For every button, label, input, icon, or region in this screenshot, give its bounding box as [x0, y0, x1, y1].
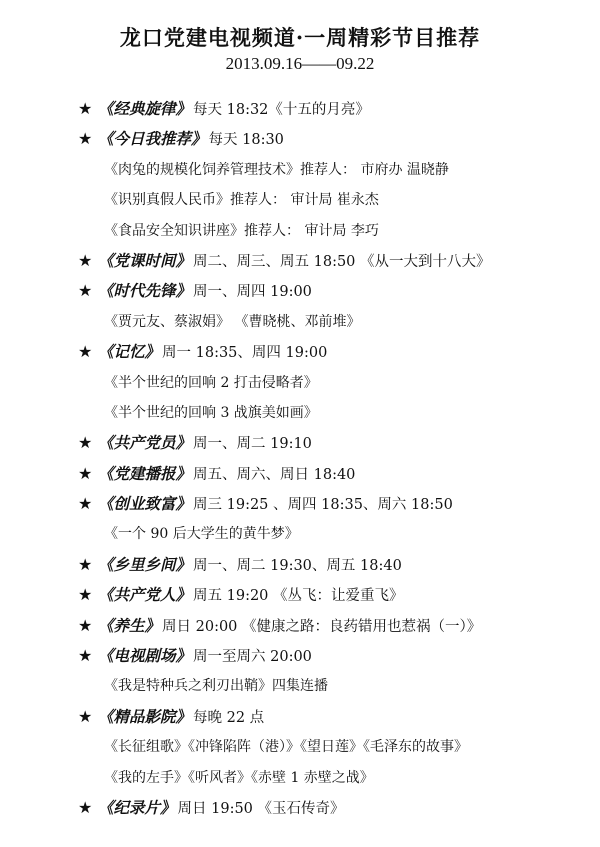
program-line	[78, 702, 588, 732]
program-schedule: 周二、周三、周五 18:50 《从一大到十八大》	[193, 253, 491, 270]
program-schedule: 周三 19:25 、周四 18:35、周六 18:50	[193, 497, 453, 514]
program-line	[78, 641, 588, 671]
program-name: 《经典旋律》	[98, 99, 192, 118]
program-line	[78, 124, 588, 154]
program-line	[78, 793, 588, 823]
program-name: 《共产党人》	[98, 585, 192, 605]
program-schedule: 周五、周六、周日 18:40	[193, 466, 356, 483]
program-line	[78, 459, 588, 489]
star-icon: ★	[78, 615, 93, 635]
program-schedule: 周五 19:20 《丛飞：让爱重飞》	[193, 588, 404, 605]
star-icon: ★	[78, 129, 93, 149]
program-sub-item: 《贾元友、蔡淑娟》 《曹晓桃、邓前堆》	[104, 313, 361, 330]
program-schedule: 周一、周二 19:30、周五 18:40	[193, 557, 402, 574]
program-schedule: 周日 20:00 《健康之路：良药错用也惹祸（一）》	[162, 618, 482, 635]
program-name: 《创业致富》	[98, 494, 192, 514]
star-icon: ★	[78, 281, 93, 301]
program-sub-item: 《半个世纪的回响 3 战旗美如画》	[104, 404, 318, 421]
program-name: 《党课时间》	[98, 250, 192, 270]
program-line	[78, 611, 588, 641]
program-name: 《党建播报》	[98, 463, 192, 483]
program-schedule: 周一、周四 19:00	[193, 284, 312, 301]
star-icon: ★	[78, 585, 93, 605]
program-name: 《电视剧场》	[98, 646, 192, 666]
program-line	[78, 337, 588, 367]
program-line	[78, 94, 588, 124]
program-line	[78, 428, 588, 458]
program-sub-item: 《肉兔的规模化饲养管理技术》推荐人： 市府办 温晓静	[104, 161, 449, 178]
star-icon: ★	[78, 706, 93, 726]
program-name: 《纪录片》	[98, 797, 176, 817]
program-name: 《今日我推荐》	[98, 129, 207, 149]
star-icon: ★	[78, 342, 93, 362]
program-sub-item: 《我的左手》《听风者》《赤壁 1 赤壁之战》	[104, 769, 374, 786]
program-sub-item: 《识别真假人民币》推荐人： 审计局 崔永杰	[104, 192, 379, 209]
page-title: 龙口党建电视频道·一周精彩节目推荐	[119, 25, 481, 50]
star-icon: ★	[78, 646, 93, 666]
program-line	[78, 580, 588, 610]
star-icon: ★	[78, 554, 93, 574]
program-schedule: 周日 19:50 《玉石传奇》	[177, 800, 345, 817]
date-range: 2013.09.16——09.22	[225, 54, 375, 73]
program-line	[78, 246, 588, 276]
star-icon: ★	[78, 463, 93, 483]
program-name: 《精品影院》	[98, 706, 192, 726]
program-line	[78, 489, 588, 519]
star-icon: ★	[78, 494, 93, 514]
program-line	[78, 276, 588, 306]
program-name: 《共产党员》	[98, 433, 192, 453]
program-schedule: 周一 18:35、周四 19:00	[162, 345, 328, 362]
program-schedule: 周一至周六 20:00	[193, 649, 312, 666]
program-sub-item: 《一个 90 后大学生的黄牛梦》	[104, 526, 299, 543]
program-name: 《记忆》	[98, 342, 161, 362]
program-name: 《时代先锋》	[98, 281, 192, 301]
program-schedule: 每天 18:32《十五的月亮》	[193, 102, 370, 118]
program-schedule: 每晚 22 点	[193, 709, 265, 726]
program-sub-item: 《食品安全知识讲座》推荐人： 审计局 李巧	[104, 222, 379, 239]
program-name: 《养生》	[98, 615, 161, 635]
program-list	[78, 94, 588, 823]
program-name: 《乡里乡间》	[98, 554, 192, 574]
star-icon: ★	[78, 99, 93, 118]
program-schedule: 周一、周二 19:10	[193, 436, 312, 453]
program-schedule: 每天 18:30	[208, 132, 284, 149]
program-sub-item: 《我是特种兵之利刃出鞘》四集连播	[104, 678, 328, 695]
program-sub-item: 《长征组歌》《冲锋陷阵（港）》《望日莲》《毛泽东的故事》	[104, 739, 468, 756]
star-icon: ★	[78, 433, 93, 453]
program-line	[78, 550, 588, 580]
star-icon: ★	[78, 250, 93, 270]
program-sub-item: 《半个世纪的回响 2 打击侵略者》	[104, 374, 318, 391]
star-icon: ★	[78, 797, 93, 817]
